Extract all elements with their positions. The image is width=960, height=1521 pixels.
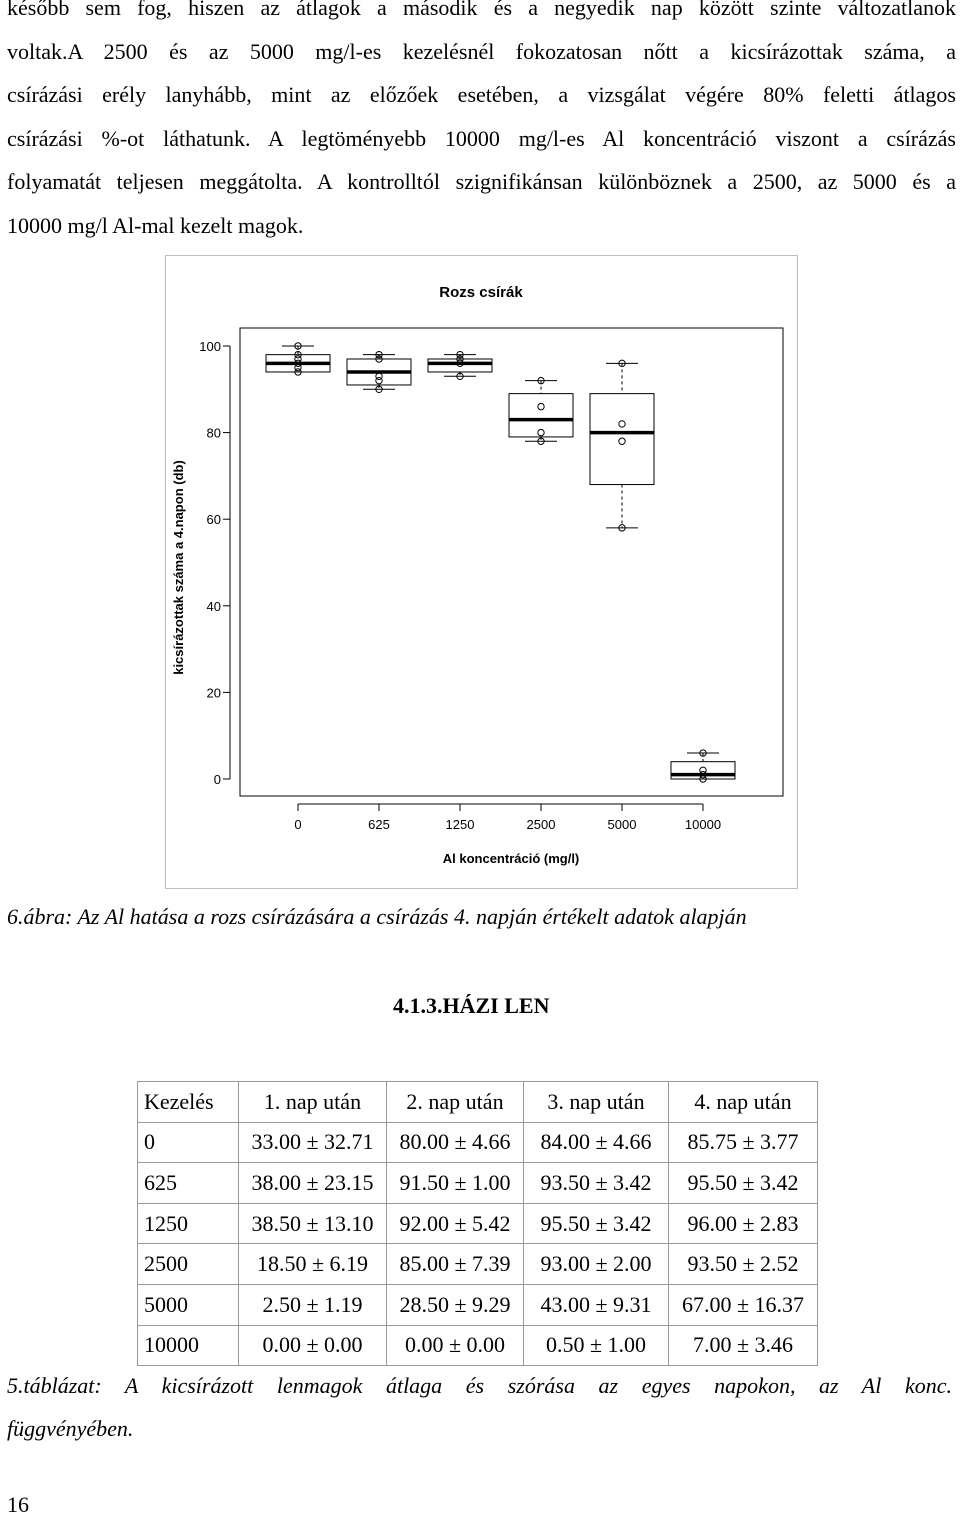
body-line: 10000 mg/l Al-mal kezelt magok. [7,212,304,238]
table-caption-line: függvényében. [7,1416,134,1441]
value-cell: 93.50 ± 3.42 [524,1163,669,1204]
value-cell: 91.50 ± 1.00 [387,1163,524,1204]
value-cell: 43.00 ± 9.31 [524,1284,669,1325]
treatment-cell: 1250 [138,1203,239,1244]
value-cell: 2.50 ± 1.19 [239,1284,387,1325]
header-cell: 2. nap után [387,1082,524,1123]
chart-title: Rozs csírák [439,284,523,301]
value-cell: 92.00 ± 5.42 [387,1203,524,1244]
box [590,394,654,485]
table-row [138,1122,818,1163]
value-cell: 67.00 ± 16.37 [669,1284,818,1325]
value-cell: 28.50 ± 9.29 [387,1284,524,1325]
table-caption-line: 5.táblázat: A kicsírázott lenmagok átlaga és szórása az egyes napokon, az Al konc. [7,1373,952,1398]
y-tick-label: 20 [206,685,221,701]
table-caption [7,1364,952,1450]
value-cell: 95.50 ± 3.42 [669,1163,818,1204]
treatment-cell: 2500 [138,1244,239,1285]
value-cell: 0.50 ± 1.00 [524,1325,669,1366]
value-cell: 85.00 ± 7.39 [387,1244,524,1285]
y-tick-label: 40 [206,598,221,614]
table-row [138,1325,818,1366]
x-tick-label: 625 [368,817,390,832]
x-tick-label: 2500 [526,817,556,832]
header-cell: 3. nap után [524,1082,669,1123]
x-tick-label: 0 [294,817,302,832]
box [509,394,573,437]
body-line: voltak.A 2500 és az 5000 mg/l-es kezelésnél fokozatosan nőtt a kicsírázottak száma, a [7,38,956,64]
body-paragraph [7,0,956,247]
value-cell: 38.50 ± 13.10 [239,1203,387,1244]
body-line: csírázási %-ot láthatunk. A legtöményebb 10000 mg/l-es Al koncentráció viszont a csírázás [7,125,956,151]
x-axis-label: Al koncentráció (mg/l) [442,851,580,866]
y-tick-label: 80 [206,425,221,441]
value-cell: 96.00 ± 2.83 [669,1203,818,1244]
value-cell: 38.00 ± 23.15 [239,1163,387,1204]
page-number: 16 [7,1492,29,1517]
value-cell: 7.00 ± 3.46 [669,1325,818,1366]
x-tick-label: 10000 [684,817,722,832]
x-tick-label: 5000 [607,817,637,832]
treatment-cell: 5000 [138,1284,239,1325]
results-table [137,1081,818,1366]
body-line: folyamatát teljesen meggátolta. A kontrolltól szignifikánsan különböznek a 2500, az 5000 és a [7,169,956,194]
body-line: később sem fog, hiszen az átlagok a második és a negyedik nap között szinte változatlanok [7,0,956,20]
treatment-cell: 0 [138,1122,239,1163]
value-cell: 0.00 ± 0.00 [387,1325,524,1366]
value-cell: 95.50 ± 3.42 [524,1203,669,1244]
value-cell: 18.50 ± 6.19 [239,1244,387,1285]
section-title: 4.1.3.HÁZI LEN [393,993,550,1018]
table-row [138,1163,818,1204]
value-cell: 33.00 ± 32.71 [239,1122,387,1163]
table-row [138,1284,818,1325]
value-cell: 0.00 ± 0.00 [239,1325,387,1366]
header-cell: Kezelés [138,1082,239,1123]
y-tick-label: 60 [206,512,221,528]
table-header-row [138,1082,818,1123]
y-tick-label: 100 [199,339,221,354]
treatment-cell: 10000 [138,1325,239,1366]
body-line: csírázási erély lanyhább, mint az előzőek esetében, a vizsgálat végére 80% feletti átlagos [7,82,956,107]
header-cell: 4. nap után [669,1082,818,1123]
value-cell: 85.75 ± 3.77 [669,1122,818,1163]
treatment-cell: 625 [138,1163,239,1204]
x-tick-label: 1250 [445,817,475,832]
box [428,359,492,372]
value-cell: 93.00 ± 2.00 [524,1244,669,1285]
y-tick-label: 0 [213,772,221,787]
value-cell: 84.00 ± 4.66 [524,1122,669,1163]
table-row [138,1244,818,1285]
boxplot-chart [165,255,798,889]
table-row [138,1203,818,1244]
value-cell: 93.50 ± 2.52 [669,1244,818,1285]
figure-caption: 6.ábra: Az Al hatása a rozs csírázására a csírázás 4. napján értékelt adatok alapján [7,904,747,929]
value-cell: 80.00 ± 4.66 [387,1122,524,1163]
header-cell: 1. nap után [239,1082,387,1123]
y-axis-label: kicsírázottak száma a 4.napon (db) [171,460,186,675]
